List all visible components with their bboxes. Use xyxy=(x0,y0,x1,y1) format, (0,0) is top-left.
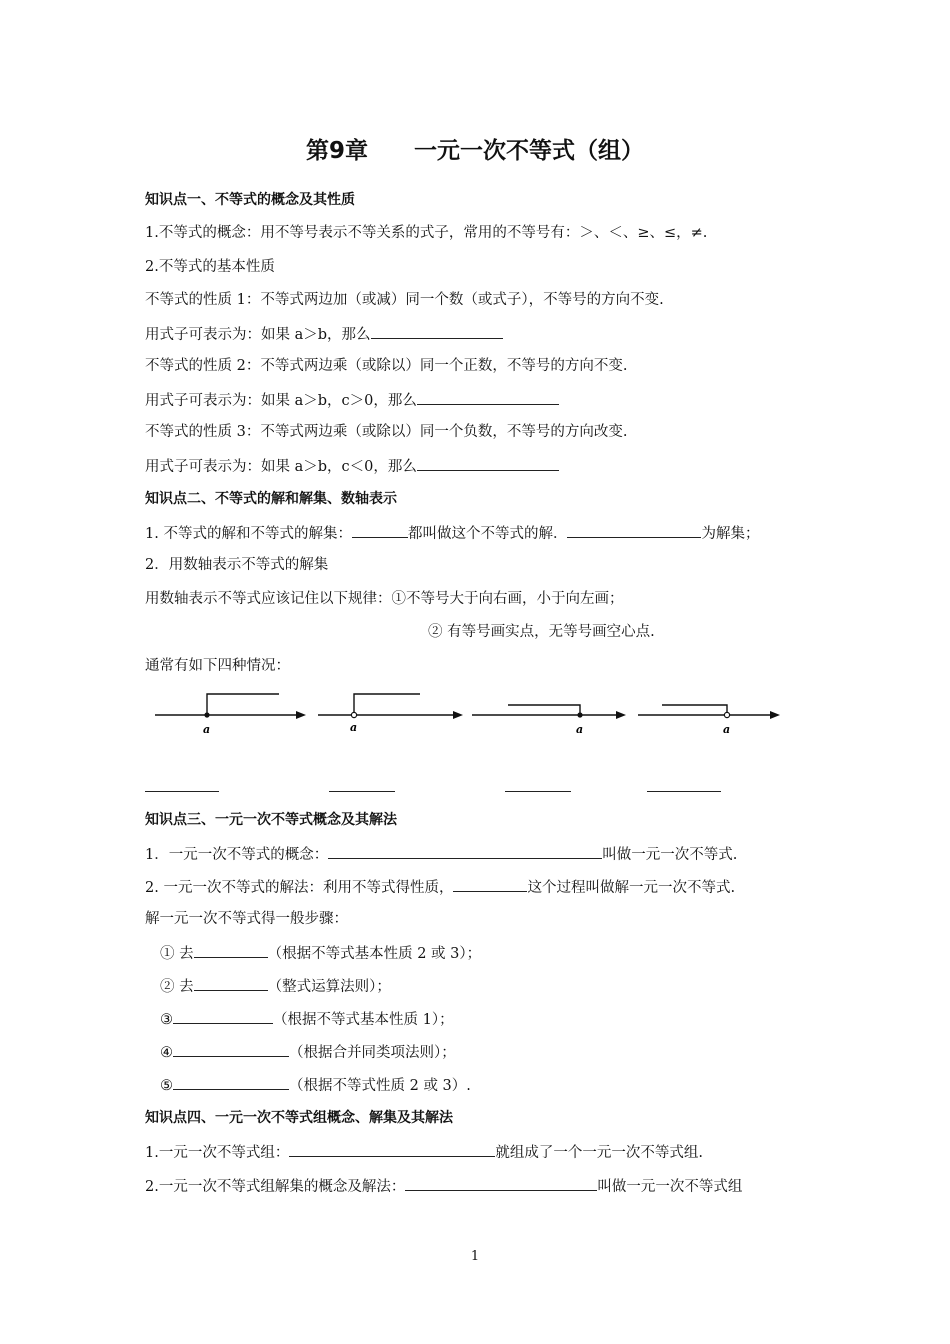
s3-line-2-text-b: 这个过程叫做解一元一次不等式. xyxy=(527,880,736,896)
s1-line-6-text: 用式子可表示为：如果 a＞b，c＞0，那么 xyxy=(145,393,417,409)
step-3 xyxy=(160,1008,454,1030)
s3-line-2-text-a: 2. 一元一次不等式的解法：利用不等式得性质， xyxy=(145,880,454,896)
arrow-head-1 xyxy=(296,711,306,719)
section-2-heading: 知识点二、不等式的解和解集、数轴表示 xyxy=(145,491,397,507)
s4-line-1-text-b: 就组成了一个一元一次不等式组. xyxy=(495,1145,703,1161)
s2-line-3: 用数轴表示不等式应该记住以下规律：①不等号大于向右画，小于向左画； xyxy=(145,591,624,607)
s3-line-1 xyxy=(145,843,737,865)
s1-line-6 xyxy=(145,389,559,411)
s1-line-4-text: 用式子可表示为：如果 a＞b，那么 xyxy=(145,327,371,343)
solution-bracket-2 xyxy=(354,694,420,715)
solution-bracket-1 xyxy=(207,694,279,715)
point-label-3: a xyxy=(576,723,584,736)
fill-blank xyxy=(328,843,602,859)
fill-blank xyxy=(194,942,268,958)
fill-blank xyxy=(173,1041,289,1057)
step-3-text-b: （根据不等式基本性质 1）； xyxy=(273,1012,454,1028)
chapter-title: 第9章 一元一次不等式（组） xyxy=(305,138,644,164)
answer-blank-4 xyxy=(647,790,721,792)
s2-line-1-text-b: 都叫做这个不等式的解． xyxy=(407,526,568,542)
hollow-point-4 xyxy=(724,712,729,717)
fill-blank xyxy=(567,522,701,538)
s1-line-2: 2.不等式的基本性质 xyxy=(145,259,275,275)
arrow-head-4 xyxy=(770,711,780,719)
s2-line-2: 2．用数轴表示不等式的解集 xyxy=(145,557,329,573)
fill-blank xyxy=(173,1008,273,1024)
s2-line-5: 通常有如下四种情况： xyxy=(145,658,290,674)
step-2-text-a: ② 去 xyxy=(160,979,194,995)
solid-point-1 xyxy=(204,712,209,717)
point-label-4: a xyxy=(723,723,731,736)
s1-line-5: 不等式的性质 2：不等式两边乘（或除以）同一个正数，不等号的方向不变. xyxy=(145,358,628,374)
step-4-text-a: ④ xyxy=(160,1045,173,1061)
section-3-heading: 知识点三、一元一次不等式概念及其解法 xyxy=(145,812,397,828)
fill-blank xyxy=(289,1141,495,1157)
step-2-text-b: （整式运算法则）； xyxy=(267,979,391,995)
step-5-text-b: （根据不等式性质 2 或 3）. xyxy=(289,1078,471,1094)
fill-blank xyxy=(371,323,503,339)
step-5 xyxy=(160,1074,471,1096)
s1-line-3: 不等式的性质 1：不等式两边加（或减）同一个数（或式子），不等号的方向不变. xyxy=(145,292,664,308)
point-label-1: a xyxy=(203,723,211,736)
s4-line-1-text-a: 1.一元一次不等式组： xyxy=(145,1145,290,1161)
step-4 xyxy=(160,1041,456,1063)
step-4-text-b: （根据合并同类项法则）； xyxy=(289,1045,456,1061)
fill-blank xyxy=(173,1074,289,1090)
answer-blank-2 xyxy=(329,790,395,792)
step-3-text-a: ③ xyxy=(160,1012,173,1028)
point-label-2: a xyxy=(350,721,358,734)
s2-line-4: ② 有等号画实点，无等号画空心点. xyxy=(428,624,655,640)
s2-line-1 xyxy=(145,522,759,544)
step-1 xyxy=(160,942,481,964)
fill-blank xyxy=(453,876,527,892)
s1-line-4 xyxy=(145,323,503,345)
solid-point-3 xyxy=(577,712,582,717)
s1-line-1: 1.不等式的概念：用不等号表示不等关系的式子，常用的不等号有：＞、＜、≥、≤，≠. xyxy=(145,225,708,241)
fill-blank xyxy=(352,522,408,538)
s1-line-8 xyxy=(145,455,559,477)
solution-bracket-4 xyxy=(662,705,727,715)
section-4-heading: 知识点四、一元一次不等式组概念、解集及其解法 xyxy=(145,1110,453,1126)
page-number: 1 xyxy=(470,1249,480,1264)
s1-line-7: 不等式的性质 3：不等式两边乘（或除以）同一个负数，不等号的方向改变. xyxy=(145,424,628,440)
fill-blank xyxy=(194,975,268,991)
solution-bracket-3 xyxy=(508,705,580,715)
s2-line-1-text-a: 1. 不等式的解和不等式的解集： xyxy=(145,526,352,542)
answer-blank-1 xyxy=(145,790,219,792)
step-2 xyxy=(160,975,391,997)
arrow-head-2 xyxy=(453,711,463,719)
s3-line-2 xyxy=(145,876,735,898)
fill-blank xyxy=(405,1175,597,1191)
s4-line-2 xyxy=(145,1175,742,1197)
fill-blank xyxy=(417,455,559,471)
answer-blank-3 xyxy=(505,790,571,792)
section-1-heading: 知识点一、不等式的概念及其性质 xyxy=(145,192,355,208)
s4-line-1 xyxy=(145,1141,703,1163)
hollow-point-2 xyxy=(351,712,356,717)
arrow-head-3 xyxy=(616,711,626,719)
s4-line-2-text-a: 2.一元一次不等式组解集的概念及解法： xyxy=(145,1179,406,1195)
number-line-diagrams xyxy=(0,685,950,745)
fill-blank xyxy=(417,389,559,405)
s3-line-1-text-a: 1．一元一次不等式的概念： xyxy=(145,847,329,863)
s2-line-1-text-c: 为解集； xyxy=(701,526,760,542)
s4-line-2-text-b: 叫做一元一次不等式组 xyxy=(597,1179,743,1195)
s3-line-3: 解一元一次不等式得一般步骤： xyxy=(145,911,348,927)
s1-line-8-text: 用式子可表示为：如果 a＞b，c＜0，那么 xyxy=(145,459,417,475)
step-5-text-a: ⑤ xyxy=(160,1078,173,1094)
step-1-text-a: ① 去 xyxy=(160,946,194,962)
step-1-text-b: （根据不等式基本性质 2 或 3）； xyxy=(267,946,482,962)
s3-line-1-text-b: 叫做一元一次不等式. xyxy=(602,847,738,863)
